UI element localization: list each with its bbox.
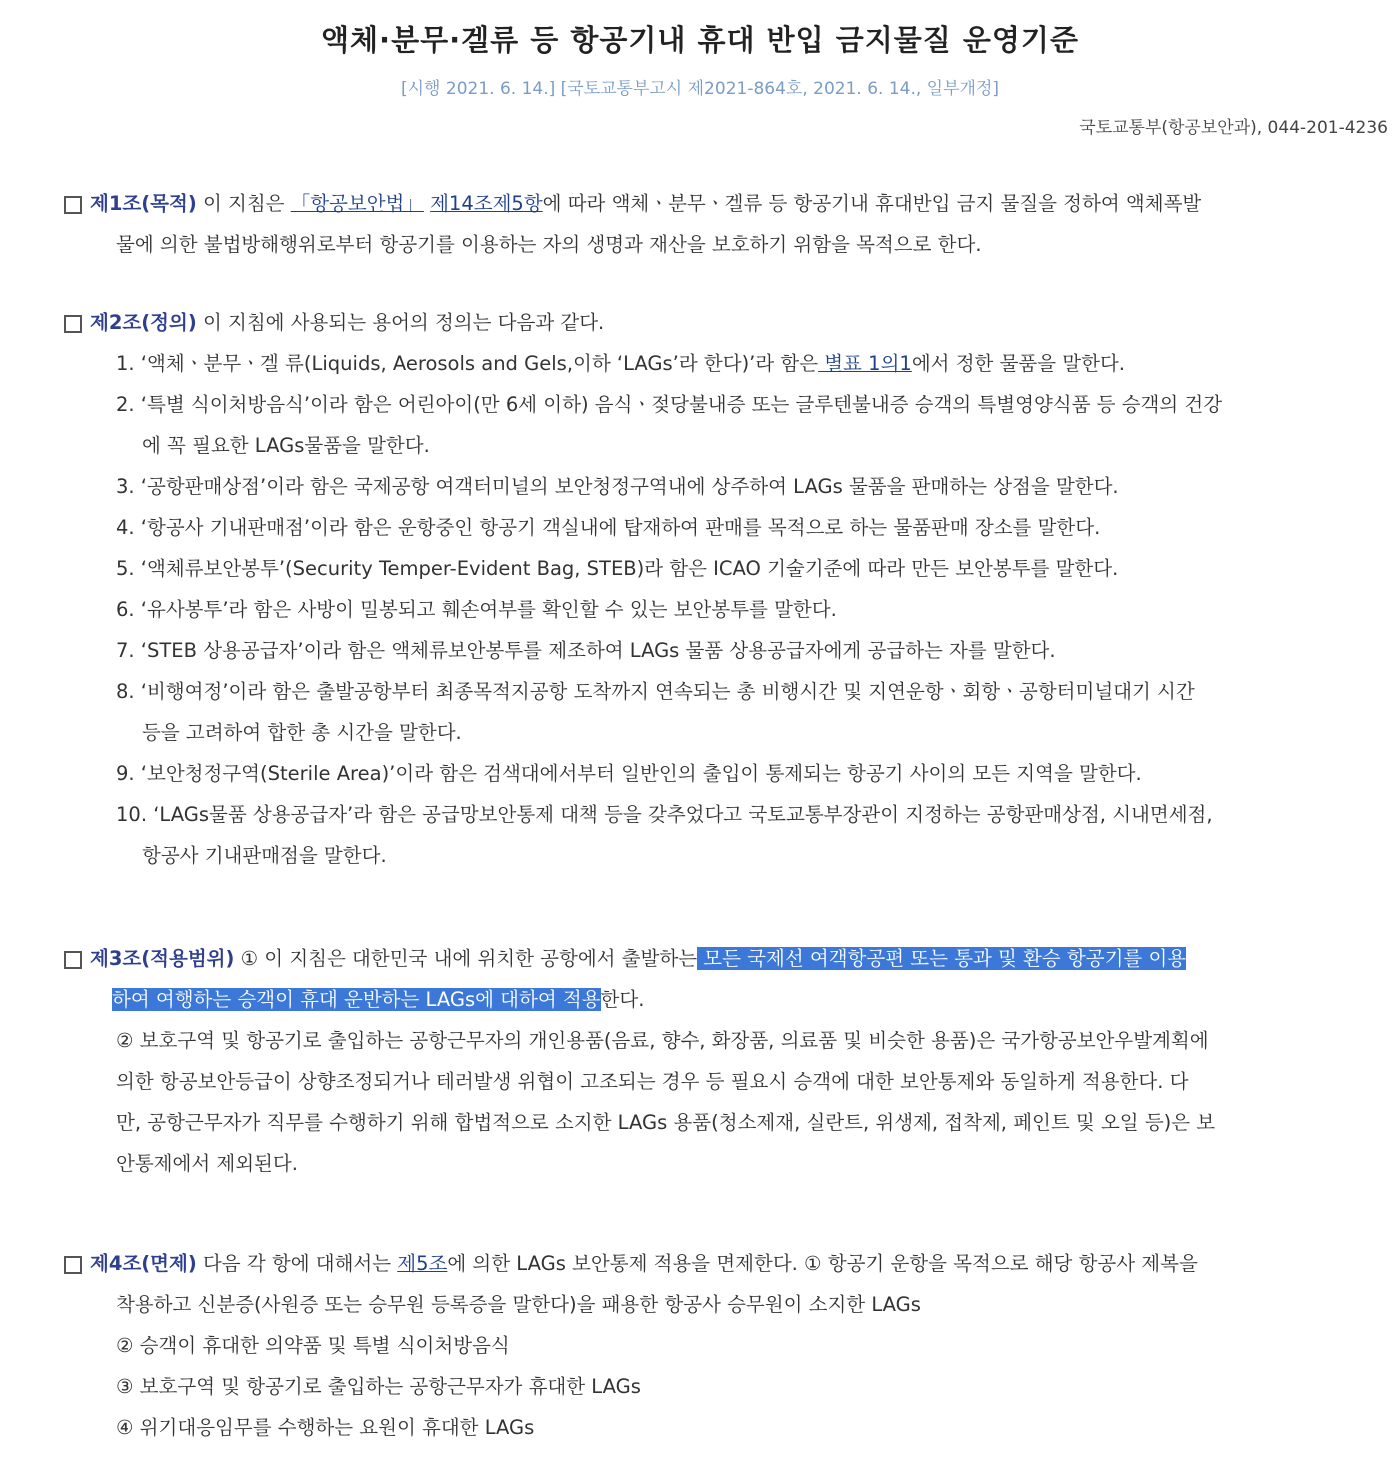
text: 이 지침에 사용되는 용어의 정의는 다음과 같다.: [196, 311, 605, 334]
definition-2-cont: 에 꼭 필요한 LAGs물품을 말한다.: [142, 434, 430, 457]
article-3-para-2-line-4: 안통제에서 제외된다.: [116, 1152, 298, 1175]
article-1: [64, 183, 1390, 265]
department-contact: 국토교통부(항공보안과), 044-201-4236: [1079, 118, 1388, 138]
article-3-heading: 제3조(적용범위): [90, 947, 235, 970]
definition-9: 9. ‘보안청정구역(Sterile Area)’이라 함은 검색대에서부터 일반인의 출입이 통제되는 항공기 사이의 모든 지역을 말한다.: [116, 762, 1142, 785]
law-link[interactable]: 「항공보안법」: [290, 192, 424, 215]
article-5-link[interactable]: 제5조: [397, 1252, 448, 1275]
checkbox[interactable]: [64, 951, 82, 969]
definition-3: 3. ‘공항판매상점’이라 함은 국제공항 여객터미널의 보안청정구역내에 상주하여 LAGs 물품을 판매하는 상점을 말한다.: [116, 475, 1119, 498]
definition-1: [64, 343, 1390, 384]
article-1-line-1: [64, 183, 1390, 224]
definition-6: 6. ‘유사봉투’라 함은 사방이 밀봉되고 훼손여부를 확인할 수 있는 보안봉투를 말한다.: [116, 598, 837, 621]
enforcement-info: [시행 2021. 6. 14.] [국토교통부고시 제2021-864호, 2021. 6. 14., 일부개정]: [401, 79, 999, 99]
article-3-para-2-line-2: 의한 항공보안등급이 상향조정되거나 테러발생 위협이 고조되는 경우 등 필요시 승객에 대한 보안통제와 동일하게 적용한다. 다: [116, 1070, 1189, 1093]
text: 에 의한 LAGs 보안통제 적용을 면제한다. ① 항공기 운항을 목적으로 해당 항공사 제복을: [447, 1252, 1198, 1275]
text: 한다.: [600, 988, 645, 1011]
text: ① 이 지침은 대한민국 내에 위치한 공항에서 출발하는: [234, 947, 698, 970]
appendix-link[interactable]: 별표 1의1: [818, 352, 912, 375]
document-title: 액체·분무·겔류 등 항공기내 휴대 반입 금지물질 운영기준: [321, 23, 1079, 57]
article-4-item-3: ③ 보호구역 및 항공기로 출입하는 공항근무자가 휴대한 LAGs: [116, 1375, 641, 1398]
article-4-item-4: ④ 위기대응임무를 수행하는 요원이 휴대한 LAGs: [116, 1416, 535, 1439]
article-2-heading: 제2조(정의): [90, 311, 197, 334]
clause-link[interactable]: 제14조제5항: [430, 192, 543, 215]
text: 이 지침은: [196, 192, 291, 215]
article-4-item-2: ② 승객이 휴대한 의약품 및 특별 식이처방음식: [116, 1334, 510, 1357]
article-3-line-1: [64, 938, 1390, 979]
selected-text[interactable]: 모든 국제선 여객항공편 또는 통과 및 환승 항공기를 이용: [697, 947, 1187, 970]
article-2-heading-line: [64, 302, 1390, 343]
article-3: [64, 938, 1390, 1184]
article-3-line-2: [64, 979, 1390, 1020]
definition-10-cont: 항공사 기내판매점을 말한다.: [142, 844, 387, 867]
definition-7: 7. ‘STEB 상용공급자’이라 함은 액체류보안봉투를 제조하여 LAGs 물품 상용공급자에게 공급하는 자를 말한다.: [116, 639, 1056, 662]
article-4-heading: 제4조(면제): [90, 1252, 197, 1275]
checkbox[interactable]: [64, 196, 82, 214]
text: 다음 각 항에 대해서는: [196, 1252, 398, 1275]
checkbox[interactable]: [64, 1256, 82, 1274]
article-3-para-2-line-3: 만, 공항근무자가 직무를 수행하기 위해 합법적으로 소지한 LAGs 용품(청소제재, 실란트, 위생제, 접착제, 페인트 및 오일 등)은 보: [116, 1111, 1216, 1134]
article-3-para-2-line-1: ② 보호구역 및 항공기로 출입하는 공항근무자의 개인용품(음료, 향수, 화장품, 의료품 및 비슷한 용품)은 국가항공보안우발계획에: [116, 1029, 1209, 1052]
article-4-line-2: 착용하고 신분증(사원증 또는 승무원 등록증을 말한다)을 패용한 항공사 승무원이 소지한 LAGs: [116, 1293, 921, 1316]
definition-10: 10. ‘LAGs물품 상용공급자’라 함은 공급망보안통제 대책 등을 갖추었다고 국토교통부장관이 지정하는 공항판매상점, 시내면세점,: [116, 803, 1213, 826]
text: 1. ‘액체ㆍ분무ㆍ겔 류(Liquids, Aerosols and Gels,이하 ‘LAGs’라 한다)’라 함은: [116, 352, 819, 375]
article-1-line-2: 물에 의한 불법방해행위로부터 항공기를 이용하는 자의 생명과 재산을 보호하기 위함을 목적으로 한다.: [116, 233, 982, 256]
selected-text[interactable]: 하여 여행하는 승객이 휴대 운반하는 LAGs에 대하여 적용: [112, 988, 601, 1011]
article-4-line-1: [64, 1243, 1390, 1284]
article-1-heading: 제1조(목적): [90, 192, 197, 215]
article-4: [64, 1243, 1390, 1448]
definition-8-cont: 등을 고려하여 합한 총 시간을 말한다.: [142, 721, 462, 744]
article-2: [64, 302, 1390, 876]
text: 에서 정한 물품을 말한다.: [911, 352, 1126, 375]
checkbox[interactable]: [64, 315, 82, 333]
text: 에 따라 액체ㆍ분무ㆍ겔류 등 항공기내 휴대반입 금지 물질을 정하여 액체폭발: [542, 192, 1202, 215]
definition-4: 4. ‘항공사 기내판매점’이라 함은 운항중인 항공기 객실내에 탑재하여 판매를 목적으로 하는 물품판매 장소를 말한다.: [116, 516, 1101, 539]
definition-8: 8. ‘비행여정’이라 함은 출발공항부터 최종목적지공항 도착까지 연속되는 총 비행시간 및 지연운항ㆍ회항ㆍ공항터미널대기 시간: [116, 680, 1195, 703]
definition-5: 5. ‘액체류보안봉투’(Security Temper-Evident Bag, STEB)라 함은 ICAO 기술기준에 따라 만든 보안봉투를 말한다.: [116, 557, 1119, 580]
definition-2: 2. ‘특별 식이처방음식’이라 함은 어린아이(만 6세 이하) 음식ㆍ젖당불내증 또는 글루텐불내증 승객의 특별영양식품 등 승객의 건강: [116, 393, 1223, 416]
